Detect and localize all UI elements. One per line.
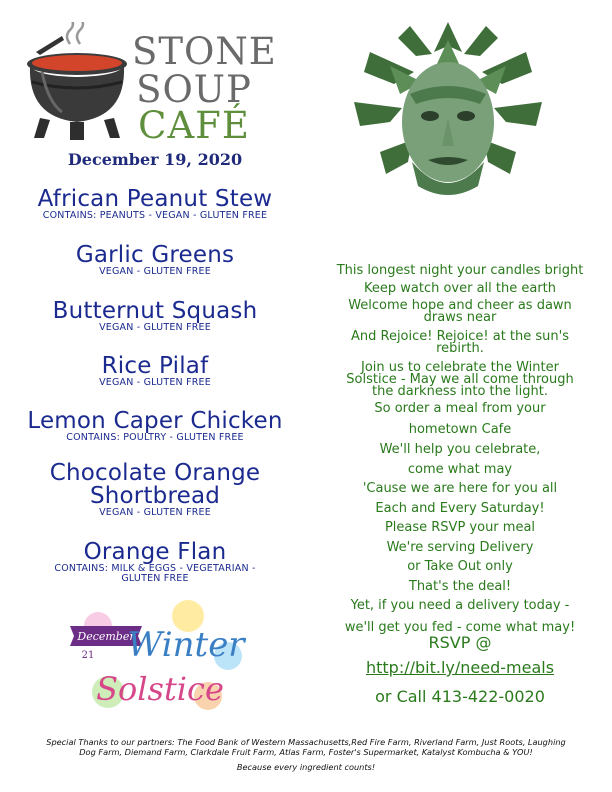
dish-name: Orange Flan: [83, 539, 227, 565]
menu-item: [14, 300, 296, 333]
poem-line: 'Cause we are here for you all: [362, 481, 558, 496]
menu-item: [14, 541, 296, 584]
dish-note: VEGAN - GLUTEN FREE: [99, 507, 211, 518]
banner-month: December: [77, 630, 135, 643]
dish-name: Butternut Squash: [52, 298, 258, 324]
poem-line: or Take Out only: [407, 559, 513, 574]
poem-line: Keep watch over all the earth: [363, 280, 557, 296]
partners-thanks: [20, 737, 592, 757]
dish-note-line1: CONTAINS: MILK & EGGS - VEGETARIAN -: [54, 563, 256, 574]
logo-word-cafe: CAFÉ: [138, 104, 250, 147]
thanks-line: Dog Farm, Diemand Farm, Clarkdale Fruit Farm, Atlas Farm, Foster's Supermarket, Katalyst Kombucha & YOU!: [79, 747, 533, 757]
rsvp-block: [330, 630, 590, 709]
dish-note: VEGAN - GLUTEN FREE: [99, 377, 211, 388]
dish-name: Garlic Greens: [75, 242, 235, 268]
winter-word: Winter: [127, 625, 245, 665]
poem-line: Join us to celebrate the Winter: [361, 360, 559, 375]
menu-item: [14, 244, 296, 277]
poem-line: come what may: [407, 461, 513, 477]
winter-solstice-graphic: [68, 596, 250, 718]
poem-line: Solstice - May we all come through: [346, 372, 574, 387]
menu-item: [14, 188, 296, 221]
poem-line: Each and Every Saturday!: [375, 500, 545, 516]
dish-name: Rice Pilaf: [101, 353, 209, 379]
poem-line: draws near: [423, 310, 497, 325]
poem-line: And Rejoice! Rejoice! at the sun's: [350, 329, 569, 344]
rsvp-phone: or Call 413-422-0020: [375, 687, 545, 706]
poem-line: Please RSVP your meal: [384, 520, 536, 535]
poem-line: That's the deal!: [408, 578, 512, 594]
poem-line: we'll get you fed - come what may!: [344, 619, 576, 635]
dish-name: Lemon Caper Chicken: [27, 408, 283, 434]
solstice-poem: [320, 262, 600, 636]
poem-line: This longest night your candles bright: [336, 263, 584, 278]
dish-note: CONTAINS: PEANUTS - VEGAN - GLUTEN FREE: [42, 210, 268, 221]
poem-line: rebirth.: [436, 341, 484, 356]
poem-line: So order a meal from your: [374, 401, 546, 416]
footer-tagline: Because every ingredient counts!: [236, 762, 376, 772]
dish-note: VEGAN - GLUTEN FREE: [99, 266, 211, 277]
menu-date: December 19, 2020: [67, 150, 243, 169]
poem-line: We'll help you celebrate,: [379, 442, 541, 457]
logo-word-soup: SOUP: [136, 68, 252, 111]
menu-item: [14, 462, 296, 518]
poem-line: We're serving Delivery: [386, 539, 534, 555]
dish-name-line1: Chocolate Orange: [49, 460, 261, 486]
poem-line: Welcome hope and cheer as dawn: [348, 298, 572, 313]
dish-note-line2: GLUTEN FREE: [121, 573, 189, 584]
cauldron-logo-icon: [18, 22, 136, 144]
green-man-illustration: [350, 22, 546, 204]
rsvp-link[interactable]: http://bit.ly/need-meals: [365, 658, 555, 677]
banner-day: 21: [81, 650, 95, 661]
solstice-word: Solstice: [96, 670, 224, 708]
poem-line: the darkness into the light.: [372, 384, 548, 399]
menu-item: [14, 410, 296, 443]
logo-word-stone: STONE: [132, 30, 277, 73]
dish-note: CONTAINS: POULTRY - GLUTEN FREE: [66, 432, 244, 443]
menu-item: [14, 355, 296, 388]
thanks-line: Special Thanks to our partners: The Food Bank of Western Massachusetts,Red Fire Farm, Riverland Farm, Just Roots, Laughing: [46, 737, 566, 747]
dish-name-line2: Shortbread: [89, 483, 221, 509]
rsvp-label: RSVP @: [428, 633, 492, 652]
dish-note: VEGAN - GLUTEN FREE: [99, 322, 211, 333]
poem-line: Yet, if you need a delivery today -: [350, 598, 570, 613]
poem-line: hometown Cafe: [408, 421, 512, 437]
dish-name: African Peanut Stew: [37, 186, 273, 212]
